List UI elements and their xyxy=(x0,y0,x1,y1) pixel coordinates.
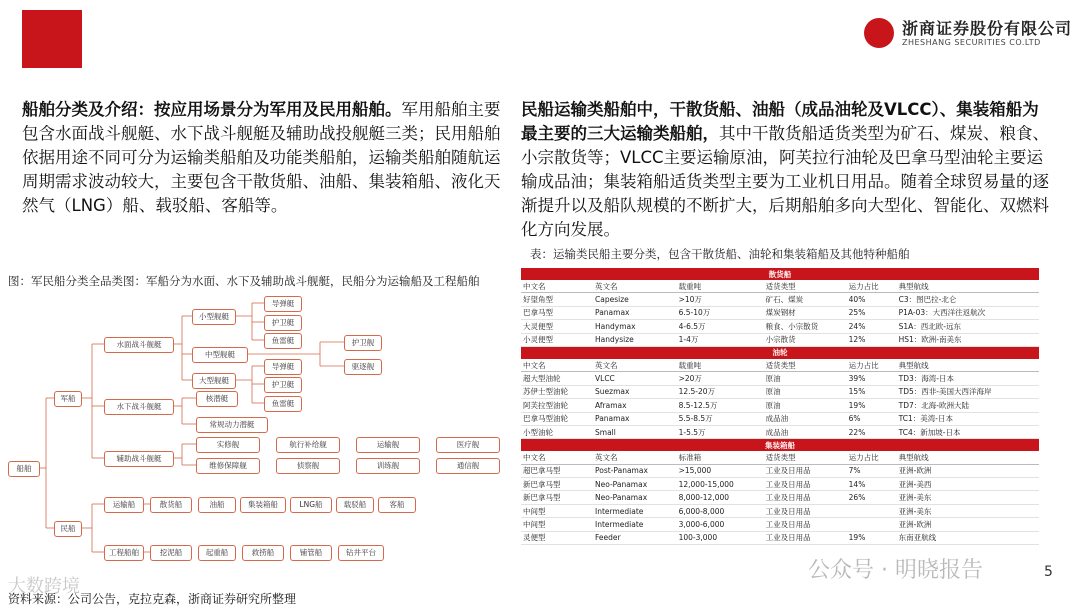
table-cell: Panamax xyxy=(593,412,677,425)
tree-node-e5: 钻井平台 xyxy=(338,545,384,561)
table-cell: 小宗散货 xyxy=(764,333,847,346)
table-cell: 小灵便型 xyxy=(521,333,593,346)
tree-node-m2: 驱逐舰 xyxy=(344,359,382,375)
tree-node-aux5: 维修保障舰 xyxy=(196,458,260,474)
table-header-cell: 适货类型 xyxy=(764,359,847,372)
table-row xyxy=(521,320,1039,333)
tree-node-t4: LNG船 xyxy=(290,497,332,513)
table-row xyxy=(521,504,1039,517)
table-cell: 12.5-20万 xyxy=(677,385,764,398)
table-cell: 工业及日用品 xyxy=(764,464,847,477)
table-cell: 大灵便型 xyxy=(521,320,593,333)
table-cell: 14% xyxy=(847,478,897,491)
table-cell: 12% xyxy=(847,333,897,346)
table-cell: 煤炭钢材 xyxy=(764,306,847,319)
table-header-cell: 运力占比 xyxy=(847,359,897,372)
table-header-cell: 适货类型 xyxy=(764,280,847,293)
table-cell: 8,000-12,000 xyxy=(677,491,764,504)
table-cell: 原油 xyxy=(764,399,847,412)
table-row xyxy=(521,531,1039,544)
table-cell: Capesize xyxy=(593,293,677,306)
tree-node-t3: 集装箱船 xyxy=(240,497,286,513)
tree-node-aux7: 训练舰 xyxy=(356,458,420,474)
table-cell: 原油 xyxy=(764,372,847,385)
table-cell: 7% xyxy=(847,464,897,477)
table-cell: 工业及日用品 xyxy=(764,491,847,504)
table-cell: 超大型油轮 xyxy=(521,372,593,385)
tree-node-aux3: 运输舰 xyxy=(356,437,420,453)
table-cell: P1A-03：大西洋往返航次 xyxy=(897,306,1039,319)
table-header-cell: 标准箱 xyxy=(677,451,764,464)
table-cell: 8.5-12.5万 xyxy=(677,399,764,412)
watermark-right: 公众号 · 明晓报告 xyxy=(808,558,983,583)
tree-node-s3: 鱼雷艇 xyxy=(264,333,302,349)
table-row xyxy=(521,399,1039,412)
table-row xyxy=(521,412,1039,425)
tree-node-small: 小型舰艇 xyxy=(192,309,236,325)
tree-node-t2: 油船 xyxy=(198,497,236,513)
tree-node-e1: 挖泥船 xyxy=(150,545,192,561)
table-header-cell: 中文名 xyxy=(521,359,593,372)
table-header-cell: 英文名 xyxy=(593,451,677,464)
logo-text: 浙商证券股份有限公司 xyxy=(902,19,1073,38)
table-cell xyxy=(847,504,897,517)
tree-node-aux4: 医疗舰 xyxy=(436,437,500,453)
table-cell: 亚洲-美西 xyxy=(897,478,1039,491)
table-header-cell: 运力占比 xyxy=(847,451,897,464)
table-cell: 成品油 xyxy=(764,425,847,438)
table-cell: S1A：西北欧-远东 xyxy=(897,320,1039,333)
table-cell: 矿石、煤炭 xyxy=(764,293,847,306)
logo-icon xyxy=(864,18,894,48)
table-cell: 成品油 xyxy=(764,412,847,425)
table-cell: >20万 xyxy=(677,372,764,385)
table-cell: 亚洲-欧洲 xyxy=(897,518,1039,531)
table-cell: 中间型 xyxy=(521,504,593,517)
right-paragraph-heading: 民船运输类船舶中，干散货船、油船（成品油轮及VLCC）、集装箱船为最主要的三大运输类船舶， xyxy=(521,100,1039,143)
table-cell: 6% xyxy=(847,412,897,425)
table-header-row xyxy=(521,280,1039,293)
table-cell: 22% xyxy=(847,425,897,438)
tree-node-t5: 载驳船 xyxy=(336,497,374,513)
table-row xyxy=(521,491,1039,504)
table-cell: Feeder xyxy=(593,531,677,544)
table-cell: 新巴拿马型 xyxy=(521,478,593,491)
watermark-left: 大数跨境 xyxy=(8,576,80,597)
table-cell: 新巴拿马型 xyxy=(521,491,593,504)
ship-classification-tree xyxy=(0,0,520,608)
table-cell: 3,000-6,000 xyxy=(677,518,764,531)
table-header-row xyxy=(521,451,1039,464)
table-row xyxy=(521,333,1039,346)
table-header-cell: 英文名 xyxy=(593,280,677,293)
table-cell xyxy=(847,518,897,531)
table-cell: HS1：欧洲-南美东 xyxy=(897,333,1039,346)
table-cell: Neo-Panamax xyxy=(593,491,677,504)
table-header-cell: 典型航线 xyxy=(897,280,1039,293)
table-cell: VLCC xyxy=(593,372,677,385)
table-header-cell: 英文名 xyxy=(593,359,677,372)
table-section-header: 油轮 xyxy=(521,346,1039,359)
table-cell: 东南亚航线 xyxy=(897,531,1039,544)
table-cell: 39% xyxy=(847,372,897,385)
tree-node-e2: 起重船 xyxy=(198,545,236,561)
table-cell: 工业及日用品 xyxy=(764,518,847,531)
left-paragraph-heading: 船舶分类及介绍：按应用场景分为军用及民用船舶。 xyxy=(22,100,402,119)
table-cell: 12,000-15,000 xyxy=(677,478,764,491)
table-cell: 6,000-8,000 xyxy=(677,504,764,517)
table-cell: 巴拿马型油轮 xyxy=(521,412,593,425)
tree-node-auxiliary: 辅助战斗舰艇 xyxy=(104,451,174,467)
table-row xyxy=(521,518,1039,531)
table-cell: 亚洲-美东 xyxy=(897,491,1039,504)
table-header-cell: 适货类型 xyxy=(764,451,847,464)
tree-node-t1: 散货船 xyxy=(150,497,192,513)
table-cell: 15% xyxy=(847,385,897,398)
table-cell: 灵便型 xyxy=(521,531,593,544)
table-cell: 苏伊士型油轮 xyxy=(521,385,593,398)
table-cell: >10万 xyxy=(677,293,764,306)
right-paragraph-body: 其中干散货船适货类型为矿石、煤炭、粮食、小宗散货等；VLCC主要运输原油，阿芙拉行油轮及巴拿马型油轮主要运输成品油；集装箱船适货类型主要为工业机日用品。随着全球贸易量的逐渐提升以及船队规模的不断扩大，后期船舶多向大型化、智能化、双燃料化方向发展。 xyxy=(521,124,1049,239)
source-note: 资料来源：公司公告，克拉克森，浙商证券研究所整理 xyxy=(8,592,297,606)
tree-node-l1: 导弹艇 xyxy=(264,359,302,375)
table-cell: Aframax xyxy=(593,399,677,412)
table-header-cell: 运力占比 xyxy=(847,280,897,293)
table-cell: 中间型 xyxy=(521,518,593,531)
tree-node-e3: 救捞船 xyxy=(242,545,284,561)
table-cell: 1-5.5万 xyxy=(677,425,764,438)
table-cell: TC1：美湾-日本 xyxy=(897,412,1039,425)
table-section-header: 集装箱船 xyxy=(521,439,1039,452)
table-cell: 亚洲-美东 xyxy=(897,504,1039,517)
tree-connectors xyxy=(0,0,520,608)
table-cell: Small xyxy=(593,425,677,438)
tree-node-s1: 导弹艇 xyxy=(264,296,302,312)
table-cell: 4-6.5万 xyxy=(677,320,764,333)
table-cell: TD5：西非-美国大西洋海岸 xyxy=(897,385,1039,398)
table-cell: 24% xyxy=(847,320,897,333)
table-header-cell: 典型航线 xyxy=(897,359,1039,372)
table-row xyxy=(521,385,1039,398)
tree-node-l2: 护卫艇 xyxy=(264,377,302,393)
table-cell: 工业及日用品 xyxy=(764,478,847,491)
table-row xyxy=(521,425,1039,438)
table-cell: 6.5-10万 xyxy=(677,306,764,319)
ship-category-table xyxy=(521,268,1039,545)
table-cell: C3：图巴拉-北仑 xyxy=(897,293,1039,306)
tree-node-military: 军船 xyxy=(54,391,82,407)
table-cell: 100-3,000 xyxy=(677,531,764,544)
table-header-cell: 中文名 xyxy=(521,451,593,464)
table-cell: Handysize xyxy=(593,333,677,346)
tree-node-e4: 铺管船 xyxy=(290,545,332,561)
tree-node-medium: 中型舰艇 xyxy=(192,347,248,363)
table-cell: 26% xyxy=(847,491,897,504)
page-number: 5 xyxy=(1044,564,1053,580)
table-cell: 19% xyxy=(847,531,897,544)
tree-node-l3: 鱼雷艇 xyxy=(264,396,302,412)
table-row xyxy=(521,293,1039,306)
table-cell: Neo-Panamax xyxy=(593,478,677,491)
table-row xyxy=(521,478,1039,491)
table-cell: 40% xyxy=(847,293,897,306)
table-cell: 粮食、小宗散货 xyxy=(764,320,847,333)
table-cell: Panamax xyxy=(593,306,677,319)
tree-node-aux2: 航行补给舰 xyxy=(276,437,340,453)
figure-caption: 图：军民船分类全品类图：军船分为水面、水下及辅助战斗舰艇，民船分为运输船及工程船舶 xyxy=(8,274,480,288)
table-row xyxy=(521,372,1039,385)
tree-node-aux8: 通信舰 xyxy=(436,458,500,474)
tree-node-engineering: 工程船舶 xyxy=(104,545,144,561)
tree-node-underwater: 水下战斗舰艇 xyxy=(104,399,174,415)
table-cell: 好望角型 xyxy=(521,293,593,306)
table-cell: 19% xyxy=(847,399,897,412)
tree-node-s2: 护卫艇 xyxy=(264,315,302,331)
tree-node-conventional: 常规动力潜艇 xyxy=(196,417,268,433)
table-cell: Intermediate xyxy=(593,504,677,517)
table-cell: 小型油轮 xyxy=(521,425,593,438)
table-caption: 表：运输类民船主要分类，包含干散货船、油轮和集装箱船及其他特种船舶 xyxy=(530,247,910,261)
tree-node-surface: 水面战斗舰艇 xyxy=(104,337,174,353)
table-cell: Intermediate xyxy=(593,518,677,531)
table-cell: 原油 xyxy=(764,385,847,398)
table-cell: Handymax xyxy=(593,320,677,333)
table-cell: 阿芙拉型油轮 xyxy=(521,399,593,412)
table-cell: 巴拿马型 xyxy=(521,306,593,319)
table-section-header: 散货船 xyxy=(521,268,1039,280)
tree-node-m1: 护卫舰 xyxy=(344,335,382,351)
table-cell: TD7：北海-欧洲大陆 xyxy=(897,399,1039,412)
table-cell: 工业及日用品 xyxy=(764,531,847,544)
table-cell: TC4：新加坡-日本 xyxy=(897,425,1039,438)
table-cell: >15,000 xyxy=(677,464,764,477)
tree-node-root: 船舶 xyxy=(8,461,40,477)
tree-node-nuclear: 核潜艇 xyxy=(196,391,238,407)
tree-node-transport: 运输船 xyxy=(104,497,144,513)
table-cell: 超巴拿马型 xyxy=(521,464,593,477)
right-paragraph xyxy=(521,98,1049,242)
table-row xyxy=(521,464,1039,477)
table-cell: Post-Panamax xyxy=(593,464,677,477)
table-header-row xyxy=(521,359,1039,372)
table-cell: 25% xyxy=(847,306,897,319)
table-cell: 亚洲-欧洲 xyxy=(897,464,1039,477)
logo-text-en: ZHESHANG SECURITIES CO.LTD xyxy=(902,38,1041,47)
table-row xyxy=(521,306,1039,319)
tree-node-large: 大型舰艇 xyxy=(192,373,236,389)
tree-node-civil: 民船 xyxy=(54,521,82,537)
table-cell: 1-4万 xyxy=(677,333,764,346)
table-cell: 工业及日用品 xyxy=(764,504,847,517)
left-paragraph-body: 军用船舶主要包含水面战斗舰艇、水下战斗舰艇及辅助战投舰艇三类；民用船舶依据用途不同可分为运输类船舶及功能类船舶，运输类船舶随航运周期需求波动较大，主要包含干散货船、油船、集装箱船、液化天然气（LNG）船、载驳船、客船等。 xyxy=(22,100,501,215)
tree-node-aux6: 侦察舰 xyxy=(276,458,340,474)
table-cell: Suezmax xyxy=(593,385,677,398)
tree-node-t6: 客船 xyxy=(378,497,416,513)
table-header-cell: 典型航线 xyxy=(897,451,1039,464)
table-header-cell: 载重吨 xyxy=(677,280,764,293)
table-header-cell: 载重吨 xyxy=(677,359,764,372)
table-header-cell: 中文名 xyxy=(521,280,593,293)
tree-node-aux1: 实修舰 xyxy=(196,437,260,453)
table-cell: TD3：海湾-日本 xyxy=(897,372,1039,385)
table-cell: 5.5-8.5万 xyxy=(677,412,764,425)
